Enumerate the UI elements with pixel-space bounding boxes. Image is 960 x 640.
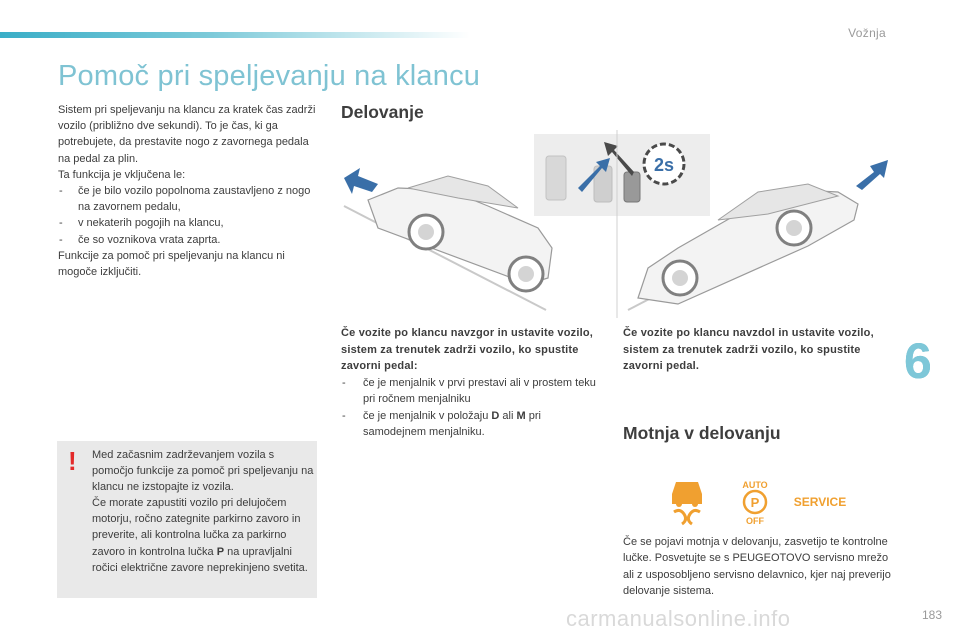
warning-lamps bbox=[670, 478, 870, 526]
lamp-p: P bbox=[216, 545, 225, 558]
warning-paragraph: Če morate zapustiti vozilo pri delujočem motorju, ročno zategnite parkirno zavoro in preverite, ali kontrolna lučka za parkirno zavoro in kontrolna lučka P na upravljalni ročici električne zavore neprekinjeno svetita. bbox=[92, 497, 308, 574]
timer-2s-icon bbox=[644, 144, 684, 184]
service-icon bbox=[794, 495, 846, 509]
warning-icon: ! bbox=[68, 446, 77, 476]
svg-text:P: P bbox=[750, 495, 760, 510]
skid-car-warning-icon bbox=[672, 482, 702, 524]
downhill-lead: Če vozite po klancu navzdol in ustavite vozilo, sistem za trenutek zadrži vozilo, ko spustite zavorni pedal. bbox=[623, 327, 874, 372]
section-heading-operation: Delovanje bbox=[341, 102, 424, 122]
uphill-description bbox=[341, 325, 603, 441]
rollforward-arrow-icon bbox=[856, 160, 888, 190]
watermark: carmanualsonline.info bbox=[566, 606, 791, 631]
auto-p-off-icon bbox=[742, 480, 767, 526]
gear-d: D bbox=[491, 409, 500, 422]
intro-note: Funkcije za pomoč pri speljevanju na klancu ni mogoče izključiti. bbox=[58, 249, 285, 279]
warning-paragraph: Med začasnim zadrževanjem vozila s pomočjo funkcije za pomoč pri speljevanju na klancu ne izstopajte iz vozila. bbox=[92, 449, 314, 494]
svg-text:OFF: OFF bbox=[746, 516, 764, 526]
downhill-description bbox=[623, 325, 885, 375]
hill-start-illustration bbox=[338, 128, 898, 320]
intro-conditions-lead: Ta funkcija je vključena le: bbox=[58, 168, 186, 181]
svg-text:AUTO: AUTO bbox=[742, 480, 768, 490]
uphill-list bbox=[341, 375, 603, 441]
list-item: - če je menjalnik v položaju D ali M pri samodejnem menjalniku. bbox=[341, 408, 603, 441]
warning-box bbox=[57, 441, 317, 598]
warning-text bbox=[92, 447, 314, 576]
gear-m: M bbox=[516, 409, 526, 422]
page-title: Pomoč pri speljevanju na klancu bbox=[58, 60, 481, 92]
uphill-car-icon bbox=[368, 176, 552, 291]
svg-text:SERVICE: SERVICE bbox=[793, 495, 847, 509]
list-item: - če je bilo vozilo popolnoma zaustavljeno z nogo na zavornem pedalu, bbox=[58, 183, 320, 215]
intro-paragraph: Sistem pri speljevanju na klancu za kratek čas zadrži vozilo (približno dve sekundi). To je čas, ki ga potrebujete, da prestavite nogo z zavornega pedala na pedal za plin. bbox=[58, 104, 316, 165]
list-item: - v nekaterih pogojih na klancu, bbox=[58, 215, 320, 231]
list-item: - če so voznikova vrata zaprta. bbox=[58, 232, 320, 248]
page-number: 183 bbox=[921, 608, 942, 622]
fault-description: Če se pojavi motnja v delovanju, zasvetijo te kontrolne lučke. Posvetujte se s PEUGEOTOVO servisno mrežo ali z usposobljeno servisno delavnico, kjer naj preverijo delovanje sistema. bbox=[623, 536, 891, 597]
conditions-list bbox=[58, 183, 320, 248]
rollback-arrow-icon bbox=[344, 168, 378, 194]
intro-section bbox=[58, 102, 320, 280]
uphill-lead: Če vozite po klancu navzgor in ustavite vozilo, sistem za trenutek zadrži vozilo, ko spustite zavorni pedal: bbox=[341, 327, 594, 372]
header-accent-bar bbox=[0, 32, 470, 38]
list-item: - če je menjalnik v prvi prestavi ali v prostem teku pri ročnem menjalniku bbox=[341, 375, 603, 408]
section-heading-fault: Motnja v delovanju bbox=[623, 423, 781, 443]
timer-label: 2s bbox=[653, 155, 675, 175]
chapter-name: Vožnja bbox=[848, 26, 886, 40]
chapter-tab-number: 6 bbox=[904, 333, 932, 389]
